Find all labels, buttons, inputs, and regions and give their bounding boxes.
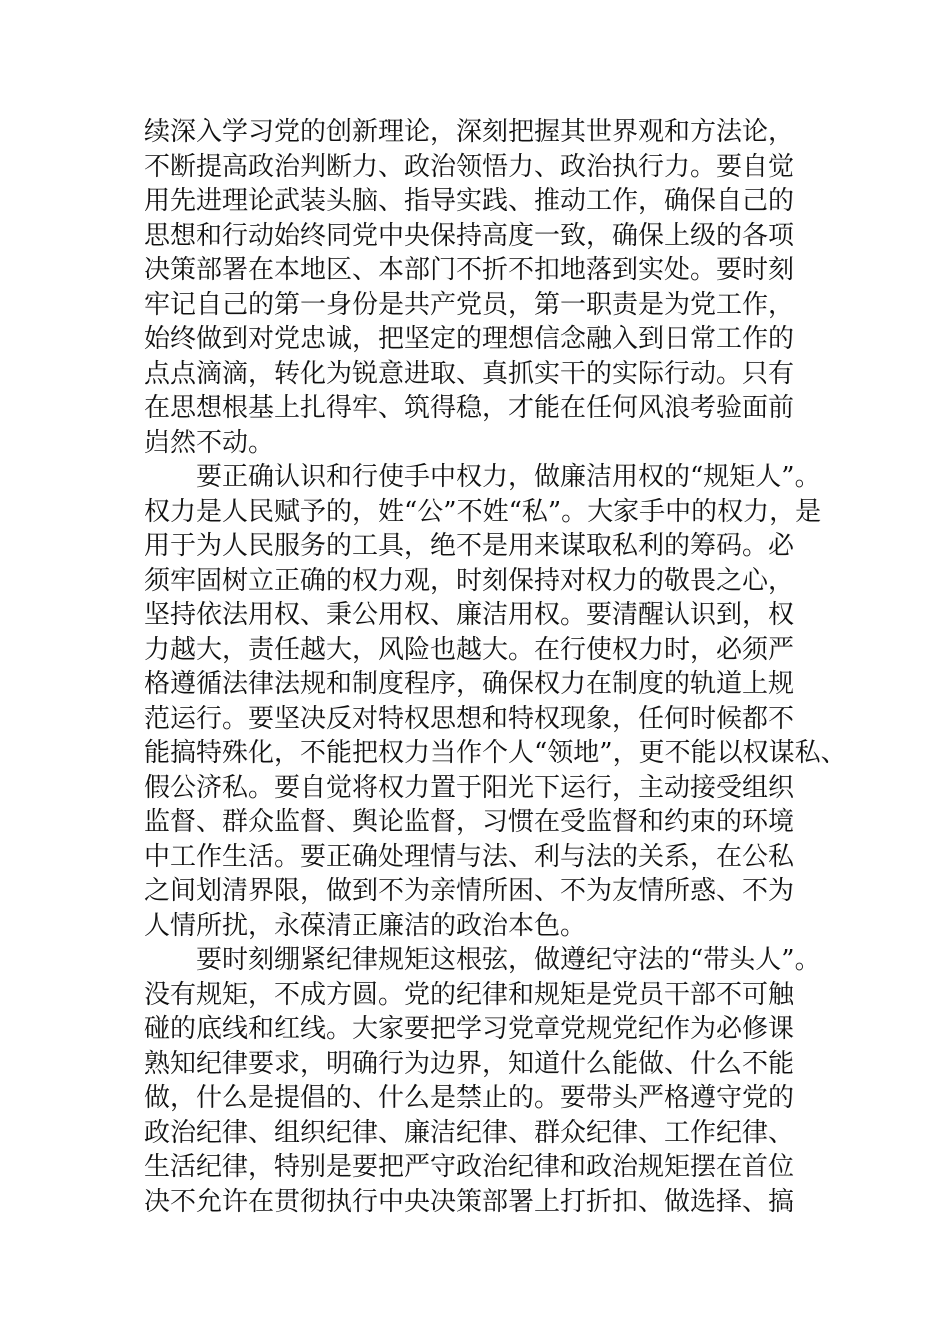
text-line: 格遵循法律法规和制度程序，确保权力在制度的轨道上规 [144, 669, 795, 699]
text-line: 始终做到对党忠诚，把坚定的理想信念融入到日常工作的 [144, 324, 795, 354]
text-line: 生活纪律，特别是要把严守政治纪律和政治规矩摆在首位 [144, 1152, 795, 1182]
paragraph-start-line: 要时刻绷紧纪律规矩这根弦，做遵纪守法的“带头人”。 [144, 945, 821, 975]
text-line: 不断提高政治判断力、政治领悟力、政治执行力。要自觉 [144, 151, 795, 182]
body-text [144, 115, 847, 1219]
text-line: 监督、群众监督、舆论监督，习惯在受监督和约束的环境 [144, 807, 795, 837]
text-line: 续深入学习党的创新理论，深刻把握其世界观和方法论， [144, 117, 795, 147]
text-line: 没有规矩，不成方圆。党的纪律和规矩是党员干部不可触 [144, 979, 795, 1010]
text-line: 点点滴滴，转化为锐意进取、真抓实干的实际行动。只有 [144, 358, 795, 389]
text-line: 之间划清界限，做到不为亲情所困、不为友情所惑、不为 [144, 876, 795, 906]
text-line: 权力是人民赋予的，姓“公”不姓“私”。大家手中的权力，是 [144, 496, 822, 527]
text-line: 坚持依法用权、秉公用权、廉洁用权。要清醒认识到，权 [144, 600, 795, 630]
text-line: 范运行。要坚决反对特权思想和特权现象，任何时候都不 [144, 703, 795, 734]
text-line: 政治纪律、组织纪律、廉洁纪律、群众纪律、工作纪律、 [144, 1117, 795, 1148]
text-line: 碰的底线和红线。大家要把学习党章党规党纪作为必修课 [144, 1014, 795, 1044]
text-line: 岿然不动。 [144, 427, 275, 458]
text-line: 思想和行动始终同党中央保持高度一致，确保上级的各项 [144, 220, 795, 251]
text-line: 用先进理论武装头脑、指导实践、推动工作，确保自己的 [144, 186, 795, 216]
paragraph-start-line: 要正确认识和行使手中权力，做廉洁用权的“规矩人”。 [144, 462, 821, 492]
text-line: 人情所扰，永葆清正廉洁的政治本色。 [144, 910, 587, 941]
text-line: 须牢固树立正确的权力观，时刻保持对权力的敬畏之心， [144, 565, 795, 596]
text-line: 熟知纪律要求，明确行为边界，知道什么能做、什么不能 [144, 1048, 795, 1079]
text-line: 力越大，责任越大，风险也越大。在行使权力时，必须严 [144, 634, 795, 665]
text-line: 假公济私。要自觉将权力置于阳光下运行，主动接受组织 [144, 772, 795, 803]
text-line: 牢记自己的第一身份是共产党员，第一职责是为党工作， [144, 289, 795, 320]
text-line: 中工作生活。要正确处理情与法、利与法的关系，在公私 [144, 841, 795, 872]
text-line: 决策部署在本地区、本部门不折不扣地落到实处。要时刻 [144, 255, 795, 285]
text-line: 在思想根基上扎得牢、筑得稳，才能在任何风浪考验面前 [144, 393, 795, 423]
text-line: 能搞特殊化，不能把权力当作个人“领地”，更不能以权谋私、 [144, 738, 847, 768]
text-line: 用于为人民服务的工具，绝不是用来谋取私利的筹码。必 [144, 531, 795, 561]
text-line: 做，什么是提倡的、什么是禁止的。要带头严格遵守党的 [144, 1083, 795, 1113]
text-line: 决不允许在贯彻执行中央决策部署上打折扣、做选择、搞 [144, 1186, 795, 1217]
